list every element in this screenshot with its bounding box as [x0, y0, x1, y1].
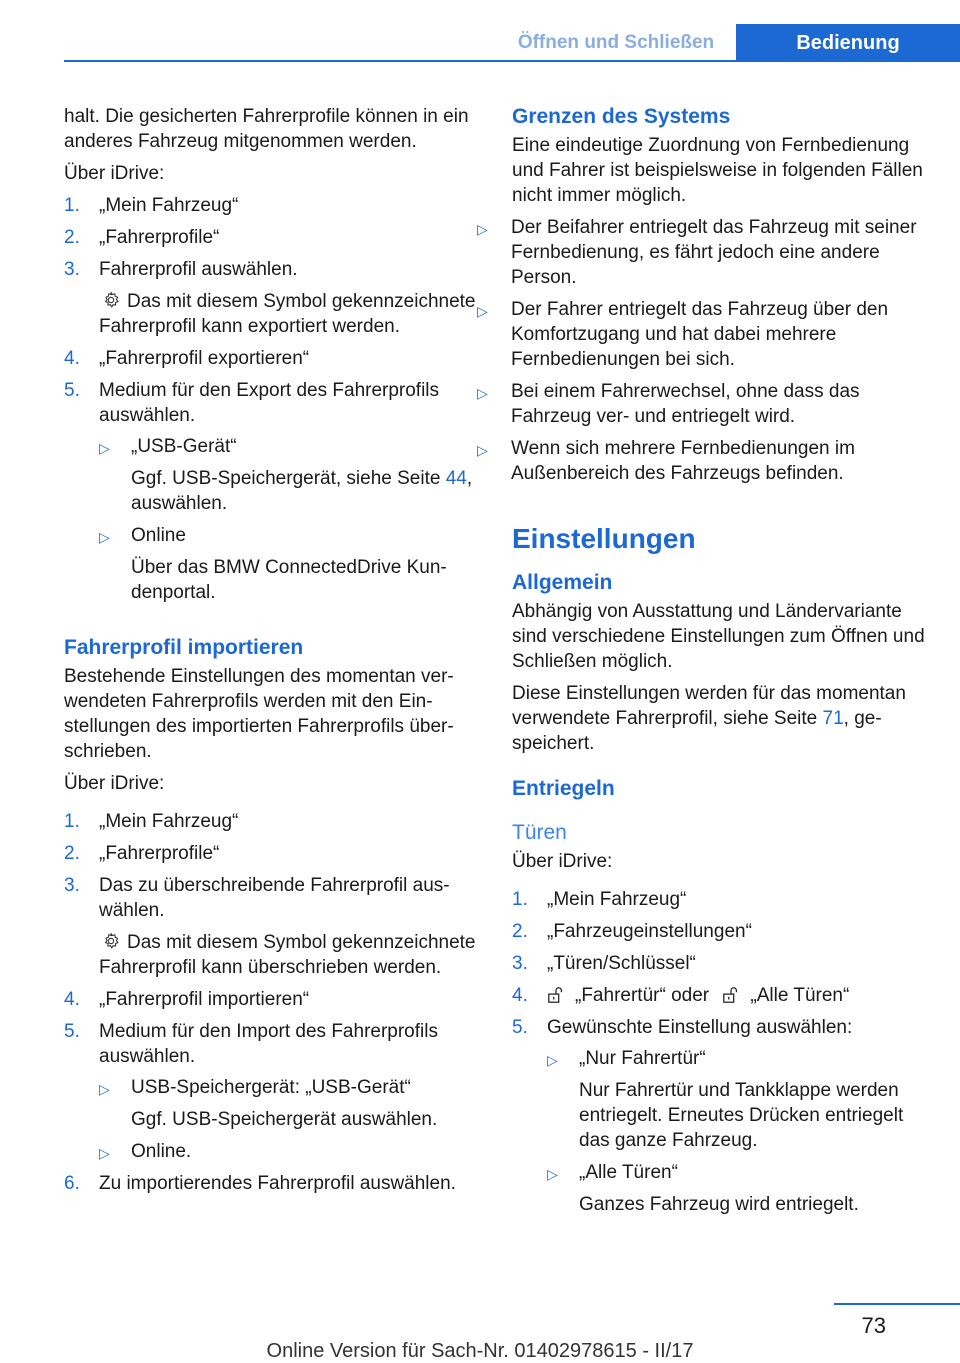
unlock-icon: [722, 986, 740, 1004]
idrive-label: Über iDrive:: [64, 773, 165, 794]
footer-text: Online Version für Sach-Nr. 01402978615 - II/17: [266, 1340, 694, 1362]
list-item: [512, 951, 932, 976]
option-desc: Ggf. USB-Speichergerät auswählen.: [131, 1109, 438, 1130]
list-item: [64, 225, 478, 250]
import-note: [99, 930, 478, 980]
list-number: 4.: [512, 985, 528, 1006]
export-options: [99, 434, 478, 605]
limits-heading: Grenzen des Systems: [512, 105, 731, 128]
list-number: 5.: [64, 1021, 80, 1042]
list-item: [547, 1160, 932, 1217]
list-number: 2.: [512, 921, 528, 942]
list-item: [64, 987, 478, 1012]
limits-intro: Eine eindeutige Zuordnung von Fernbedienung und Fahrer ist beispielsweise in folgenden Fällen nicht immer möglich.: [512, 135, 923, 206]
triangle-bullet-icon: ▷: [477, 442, 488, 458]
option-title: USB-Speichergerät: „USB-Gerät“: [131, 1077, 411, 1098]
intro-paragraph: halt. Die gesicherten Fahrerprofile können in ein anderes Fahrzeug mitgenommen werden.: [64, 106, 469, 152]
option-title: „Alle Türen“: [579, 1162, 678, 1183]
list-text: Zu importierendes Fahrerprofil auswählen.: [99, 1173, 456, 1194]
unlock-icon: [547, 986, 565, 1004]
list-number: 1.: [64, 811, 80, 832]
general-paragraph: Abhängig von Ausstattung und Ländervariante sind verschiedene Einstellungen zum Öffnen und Schließen möglich.: [512, 601, 925, 672]
list-text: „Mein Fahrzeug“: [547, 889, 687, 910]
list-text: Der Beifahrer entriegelt das Fahrzeug mit seiner Fernbedienung, es fährt jedoch eine andere Person.: [511, 217, 917, 288]
general-text: Diese Einstellungen werden für das momentan verwendete Fahrerprofil, siehe Seite: [512, 683, 906, 729]
list-text: „Fahrerprofile“: [99, 227, 220, 248]
list-text: Gewünschte Einstellung auswählen:: [547, 1017, 853, 1038]
triangle-bullet-icon: ▷: [99, 440, 110, 456]
list-number: 5.: [64, 380, 80, 401]
list-text: „Mein Fahrzeug“: [99, 195, 239, 216]
header-section-tab: Öffnen und Schließen: [517, 32, 715, 53]
idrive-label: Über iDrive:: [64, 163, 165, 184]
list-text: Der Fahrer entriegelt das Fahrzeug über den Komfortzugang und hat dabei mehrere Fernbedienungen bei sich.: [511, 299, 889, 370]
option-title: Online: [131, 525, 186, 546]
list-item: [512, 1015, 932, 1217]
list-number: 4.: [64, 348, 80, 369]
list-number: 1.: [64, 195, 80, 216]
limits-list: [477, 215, 932, 486]
list-text: „Fahrerprofil exportieren“: [99, 348, 310, 369]
export-note-text: Das mit diesem Symbol gekennzeichnete Fahrerprofil kann exportiert werden.: [99, 291, 476, 337]
import-options: [99, 1075, 478, 1164]
gear-icon: [102, 291, 120, 309]
idrive-label: Über iDrive:: [512, 851, 613, 872]
settings-heading: Einstellungen: [512, 523, 696, 554]
list-number: 2.: [64, 227, 80, 248]
list-text: „Türen/Schlüssel“: [547, 953, 696, 974]
list-number: 5.: [512, 1017, 528, 1038]
triangle-bullet-icon: ▷: [477, 303, 488, 319]
export-note: [99, 289, 478, 339]
left-column: [64, 104, 478, 1203]
option-title: Online.: [131, 1141, 192, 1162]
general-heading: Allgemein: [512, 571, 613, 594]
list-number: 4.: [64, 989, 80, 1010]
option-desc-text: Ggf. USB-Speichergerät, siehe Seite: [131, 468, 446, 489]
triangle-bullet-icon: ▷: [477, 221, 488, 237]
list-text: Das zu überschreibende Fahrerprofil auswählen.: [99, 875, 450, 921]
list-text: „Fahrerprofile“: [99, 843, 220, 864]
list-number: 1.: [512, 889, 528, 910]
footer-rule: [834, 1303, 960, 1305]
list-item: [99, 1075, 478, 1132]
list-number: 3.: [64, 875, 80, 896]
option-title: „Nur Fahrertür“: [579, 1048, 706, 1069]
list-text: „Fahrertür“ oder: [575, 985, 710, 1006]
triangle-bullet-icon: ▷: [547, 1166, 558, 1182]
right-column: [477, 104, 932, 1224]
import-intro: Bestehende Einstellungen des momentan verwendeten Fahrerprofils werden mit den Einstellungen des importierten Fahrerprofils überschrieben.: [64, 666, 454, 762]
list-number: 3.: [64, 259, 80, 280]
list-number: 2.: [64, 843, 80, 864]
list-item: [477, 436, 932, 486]
list-text: „Fahrzeugeinstellungen“: [547, 921, 752, 942]
unlock-heading: Entriegeln: [512, 777, 615, 800]
list-item: [512, 887, 932, 912]
list-text: Bei einem Fahrerwechsel, ohne dass das Fahrzeug ver- und entriegelt wird.: [511, 381, 860, 427]
page-link[interactable]: 44: [445, 468, 467, 489]
list-text: Fahrerprofil auswählen.: [99, 259, 298, 280]
option-desc: Ganzes Fahrzeug wird entriegelt.: [579, 1194, 859, 1215]
list-text: Medium für den Import des Fahrerprofils auswählen.: [99, 1021, 438, 1067]
list-item: [64, 378, 478, 605]
option-title: „USB-Gerät“: [131, 436, 237, 457]
list-text: Medium für den Export des Fahrerprofils auswählen.: [99, 380, 440, 426]
triangle-bullet-icon: ▷: [477, 385, 488, 401]
list-item: [477, 297, 932, 372]
doors-heading: Türen: [512, 821, 567, 844]
list-item: [64, 346, 478, 371]
gear-icon: [102, 932, 120, 950]
page-link[interactable]: 71: [822, 708, 844, 729]
list-text: „Mein Fahrzeug“: [99, 811, 239, 832]
triangle-bullet-icon: ▷: [99, 1081, 110, 1097]
triangle-bullet-icon: ▷: [99, 1145, 110, 1161]
list-item: [64, 841, 478, 866]
list-item: [64, 193, 478, 218]
general-paragraph: [512, 681, 932, 756]
option-desc: Nur Fahrertür und Tankklappe werden entriegelt. Erneutes Drücken entriegelt das ganze Fahrzeug.: [579, 1080, 904, 1151]
list-item: [477, 379, 932, 429]
list-item: [64, 257, 478, 282]
option-desc-text: , auswählen.: [131, 468, 473, 514]
list-item: [64, 1171, 478, 1196]
header-chapter-tab: Bedienung: [736, 24, 960, 62]
list-item: [99, 434, 478, 516]
list-number: 3.: [512, 953, 528, 974]
list-item: [99, 1139, 478, 1164]
triangle-bullet-icon: ▷: [99, 529, 110, 545]
list-item: [547, 1046, 932, 1153]
list-item: [99, 523, 478, 605]
page-number: 73: [861, 1313, 886, 1338]
list-text: „Fahrerprofil importieren“: [99, 989, 310, 1010]
unlock-options: [547, 1046, 932, 1217]
list-item: [512, 983, 932, 1008]
list-item: [64, 873, 478, 923]
list-text: „Alle Türen“: [750, 985, 850, 1006]
list-item: [64, 809, 478, 834]
import-heading: Fahrerprofil importieren: [64, 636, 304, 659]
list-item: [512, 919, 932, 944]
header-rule: [64, 60, 960, 62]
list-text: Wenn sich mehrere Fernbedienungen im Außenbereich des Fahrzeugs befinden.: [511, 438, 855, 484]
general-text: , gespeichert.: [512, 708, 882, 754]
option-desc: [131, 466, 478, 516]
triangle-bullet-icon: ▷: [547, 1052, 558, 1068]
list-number: 6.: [64, 1173, 80, 1194]
import-note-text: Das mit diesem Symbol gekennzeichnete Fahrerprofil kann überschrieben werden.: [99, 932, 476, 978]
list-item: [477, 215, 932, 290]
list-item: [64, 1019, 478, 1164]
option-desc: Über das BMW ConnectedDrive Kundenportal.: [131, 557, 447, 603]
